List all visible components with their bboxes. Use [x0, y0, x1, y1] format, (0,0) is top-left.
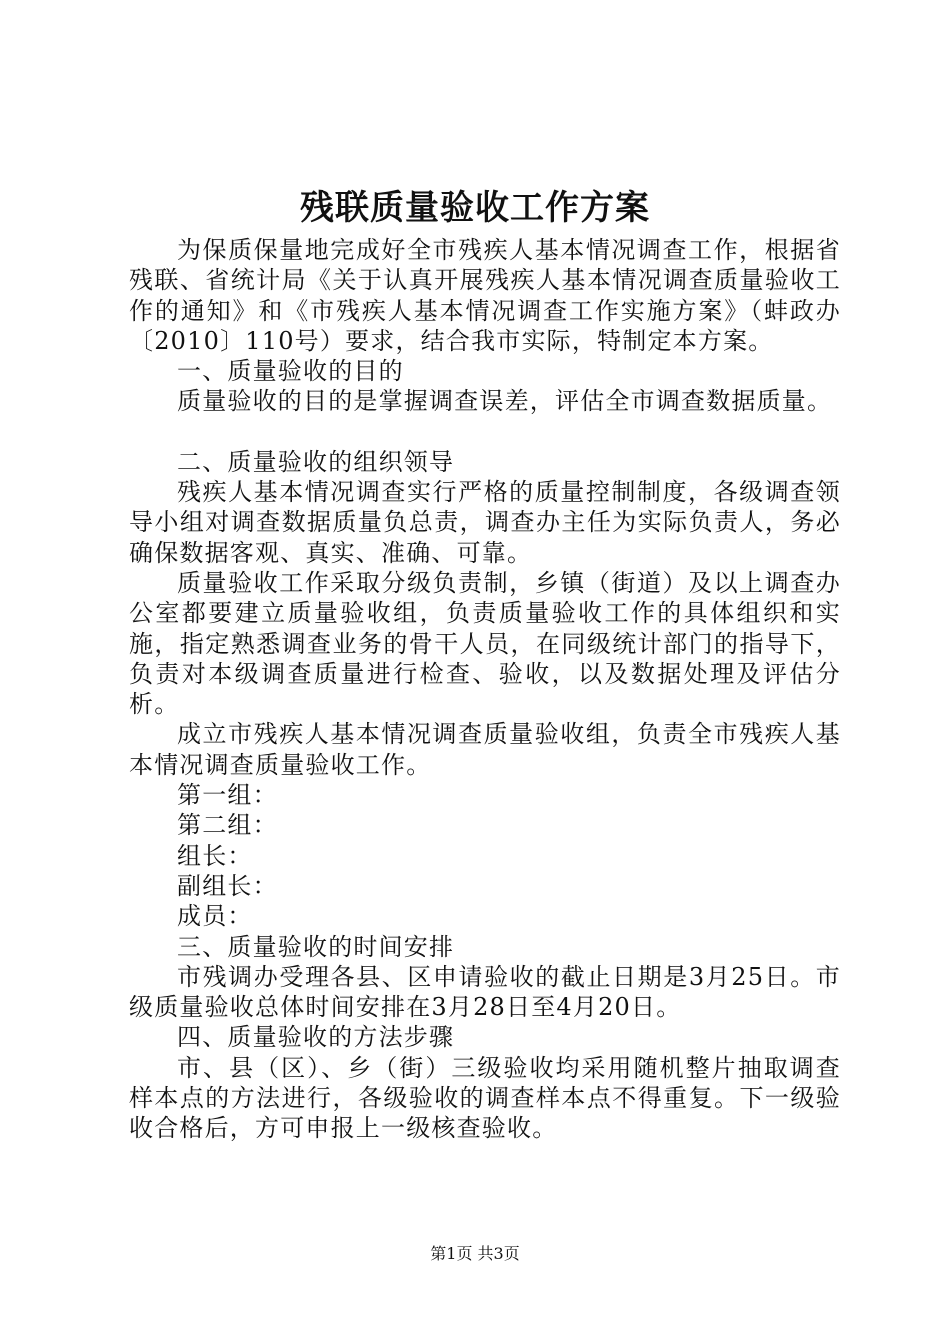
organization-paragraph-2: 质量验收工作采取分级负责制，乡镇（街道）及以上调查办公室都要建立质量验收组，负责质量验收工作的具体组织和实施，指定熟悉调查业务的骨干人员，在同级统计部门的指导下，负责对本级调查质量进行检查、验收，以及数据处理及评估分析。 — [129, 568, 841, 719]
section-heading-method: 四、质量验收的方法步骤 — [177, 1023, 455, 1052]
section-heading-organization: 二、质量验收的组织领导 — [177, 447, 455, 476]
document-body — [129, 235, 841, 1144]
section-heading-purpose: 一、质量验收的目的 — [177, 357, 404, 386]
group-leader-line: 组长： — [177, 841, 253, 870]
group-two-line: 第二组： — [177, 811, 278, 840]
organization-paragraph-1: 残疾人基本情况调查实行严格的质量控制制度，各级调查领导小组对调查数据质量负总责，调查办主任为实际负责人，务必确保数据客观、真实、准确、可靠。 — [129, 478, 841, 567]
page-number-footer: 第1页 共3页 — [430, 1244, 520, 1263]
deputy-leader-line: 副组长： — [177, 871, 278, 900]
members-line: 成员： — [177, 902, 253, 931]
group-one-line: 第一组： — [177, 781, 278, 810]
section-heading-schedule: 三、质量验收的时间安排 — [177, 932, 455, 961]
purpose-paragraph: 质量验收的目的是掌握调查误差，评估全市调查数据质量。 — [177, 387, 833, 416]
intro-paragraph: 为保质保量地完成好全市残疾人基本情况调查工作，根据省残联、省统计局《关于认真开展残疾人基本情况调查质量验收工作的通知》和《市残疾人基本情况调查工作实施方案》（蚌政办〔2010〕110号）要求，结合我市实际，特制定本方案。 — [129, 236, 841, 355]
blank-line — [129, 417, 841, 447]
organization-paragraph-3: 成立市残疾人基本情况调查质量验收组，负责全市残疾人基本情况调查质量验收工作。 — [129, 720, 841, 779]
schedule-paragraph: 市残调办受理各县、区申请验收的截止日期是3月25日。市级质量验收总体时间安排在3月28日至4月20日。 — [129, 962, 841, 1022]
document-title: 残联质量验收工作方案 — [300, 188, 650, 228]
method-paragraph: 市、县（区）、乡（街）三级验收均采用随机整片抽取调查样本点的方法进行，各级验收的调查样本点不得重复。下一级验收合格后，方可申报上一级核查验收。 — [129, 1053, 841, 1143]
